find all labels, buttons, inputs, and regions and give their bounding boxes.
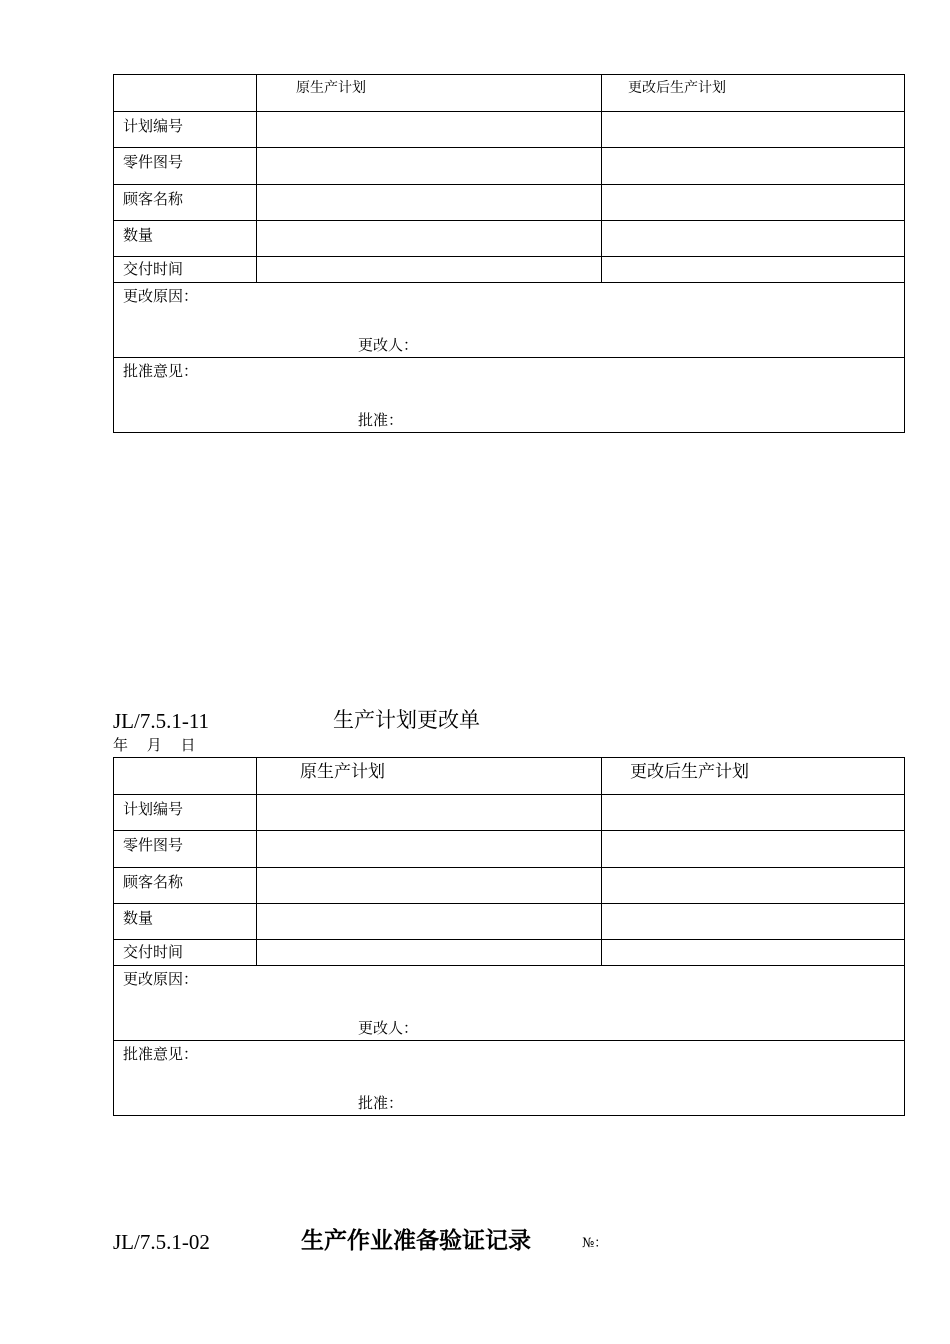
row-label-part-drawing-number: 零件图号 (114, 831, 257, 868)
row-label-delivery-time: 交付时间 (114, 940, 257, 966)
header-original-plan: 原生产计划 (257, 758, 602, 795)
customer-name-changed-cell[interactable] (602, 185, 905, 221)
change-reason-cell[interactable] (114, 966, 905, 1041)
part-drawing-changed-cell[interactable] (602, 831, 905, 868)
approval-opinion-cell[interactable] (114, 1041, 905, 1116)
plan-change-table-1 (113, 74, 905, 433)
form-title-plan-change: 生产计划更改单 (333, 708, 480, 732)
corner-cell (114, 75, 257, 112)
approver-label: 批准： (358, 411, 404, 429)
changer-label: 更改人： (358, 336, 419, 354)
row-label-plan-number: 计划编号 (114, 112, 257, 148)
quantity-original-cell[interactable] (257, 221, 602, 257)
plan-number-changed-cell[interactable] (602, 112, 905, 148)
row-label-quantity: 数量 (114, 904, 257, 940)
record-number-label: №： (582, 1236, 608, 1251)
row-label-customer-name: 顾客名称 (114, 185, 257, 221)
plan-number-original-cell[interactable] (257, 112, 602, 148)
form-code-02: JL/7.5.1-02 (113, 1230, 210, 1254)
part-drawing-original-cell[interactable] (257, 148, 602, 185)
row-label-quantity: 数量 (114, 221, 257, 257)
approval-opinion-cell[interactable] (114, 358, 905, 433)
header-changed-plan: 更改后生产计划 (602, 758, 905, 795)
form-code-11: JL/7.5.1-11 (113, 709, 210, 733)
quantity-changed-cell[interactable] (602, 904, 905, 940)
delivery-time-changed-cell[interactable] (602, 257, 905, 283)
quantity-original-cell[interactable] (257, 904, 602, 940)
row-label-plan-number: 计划编号 (114, 795, 257, 831)
date-line: 年 月 日 (113, 736, 196, 754)
plan-number-changed-cell[interactable] (602, 795, 905, 831)
plan-number-original-cell[interactable] (257, 795, 602, 831)
changer-label: 更改人： (358, 1019, 419, 1037)
delivery-time-original-cell[interactable] (257, 940, 602, 966)
change-reason-cell[interactable] (114, 283, 905, 358)
approval-opinion-label: 批准意见： (123, 1045, 199, 1063)
header-original-plan: 原生产计划 (257, 75, 602, 112)
delivery-time-original-cell[interactable] (257, 257, 602, 283)
header-changed-plan: 更改后生产计划 (602, 75, 905, 112)
form-title-production-prep-verification: 生产作业准备验证记录 (301, 1227, 531, 1254)
approver-label: 批准： (358, 1094, 404, 1112)
row-label-delivery-time: 交付时间 (114, 257, 257, 283)
plan-change-table-2 (113, 757, 905, 1116)
corner-cell (114, 758, 257, 795)
customer-name-original-cell[interactable] (257, 185, 602, 221)
row-label-customer-name: 顾客名称 (114, 868, 257, 904)
change-reason-label: 更改原因： (123, 287, 199, 305)
change-reason-label: 更改原因： (123, 970, 199, 988)
customer-name-changed-cell[interactable] (602, 868, 905, 904)
customer-name-original-cell[interactable] (257, 868, 602, 904)
delivery-time-changed-cell[interactable] (602, 940, 905, 966)
approval-opinion-label: 批准意见： (123, 362, 199, 380)
part-drawing-original-cell[interactable] (257, 831, 602, 868)
part-drawing-changed-cell[interactable] (602, 148, 905, 185)
row-label-part-drawing-number: 零件图号 (114, 148, 257, 185)
quantity-changed-cell[interactable] (602, 221, 905, 257)
